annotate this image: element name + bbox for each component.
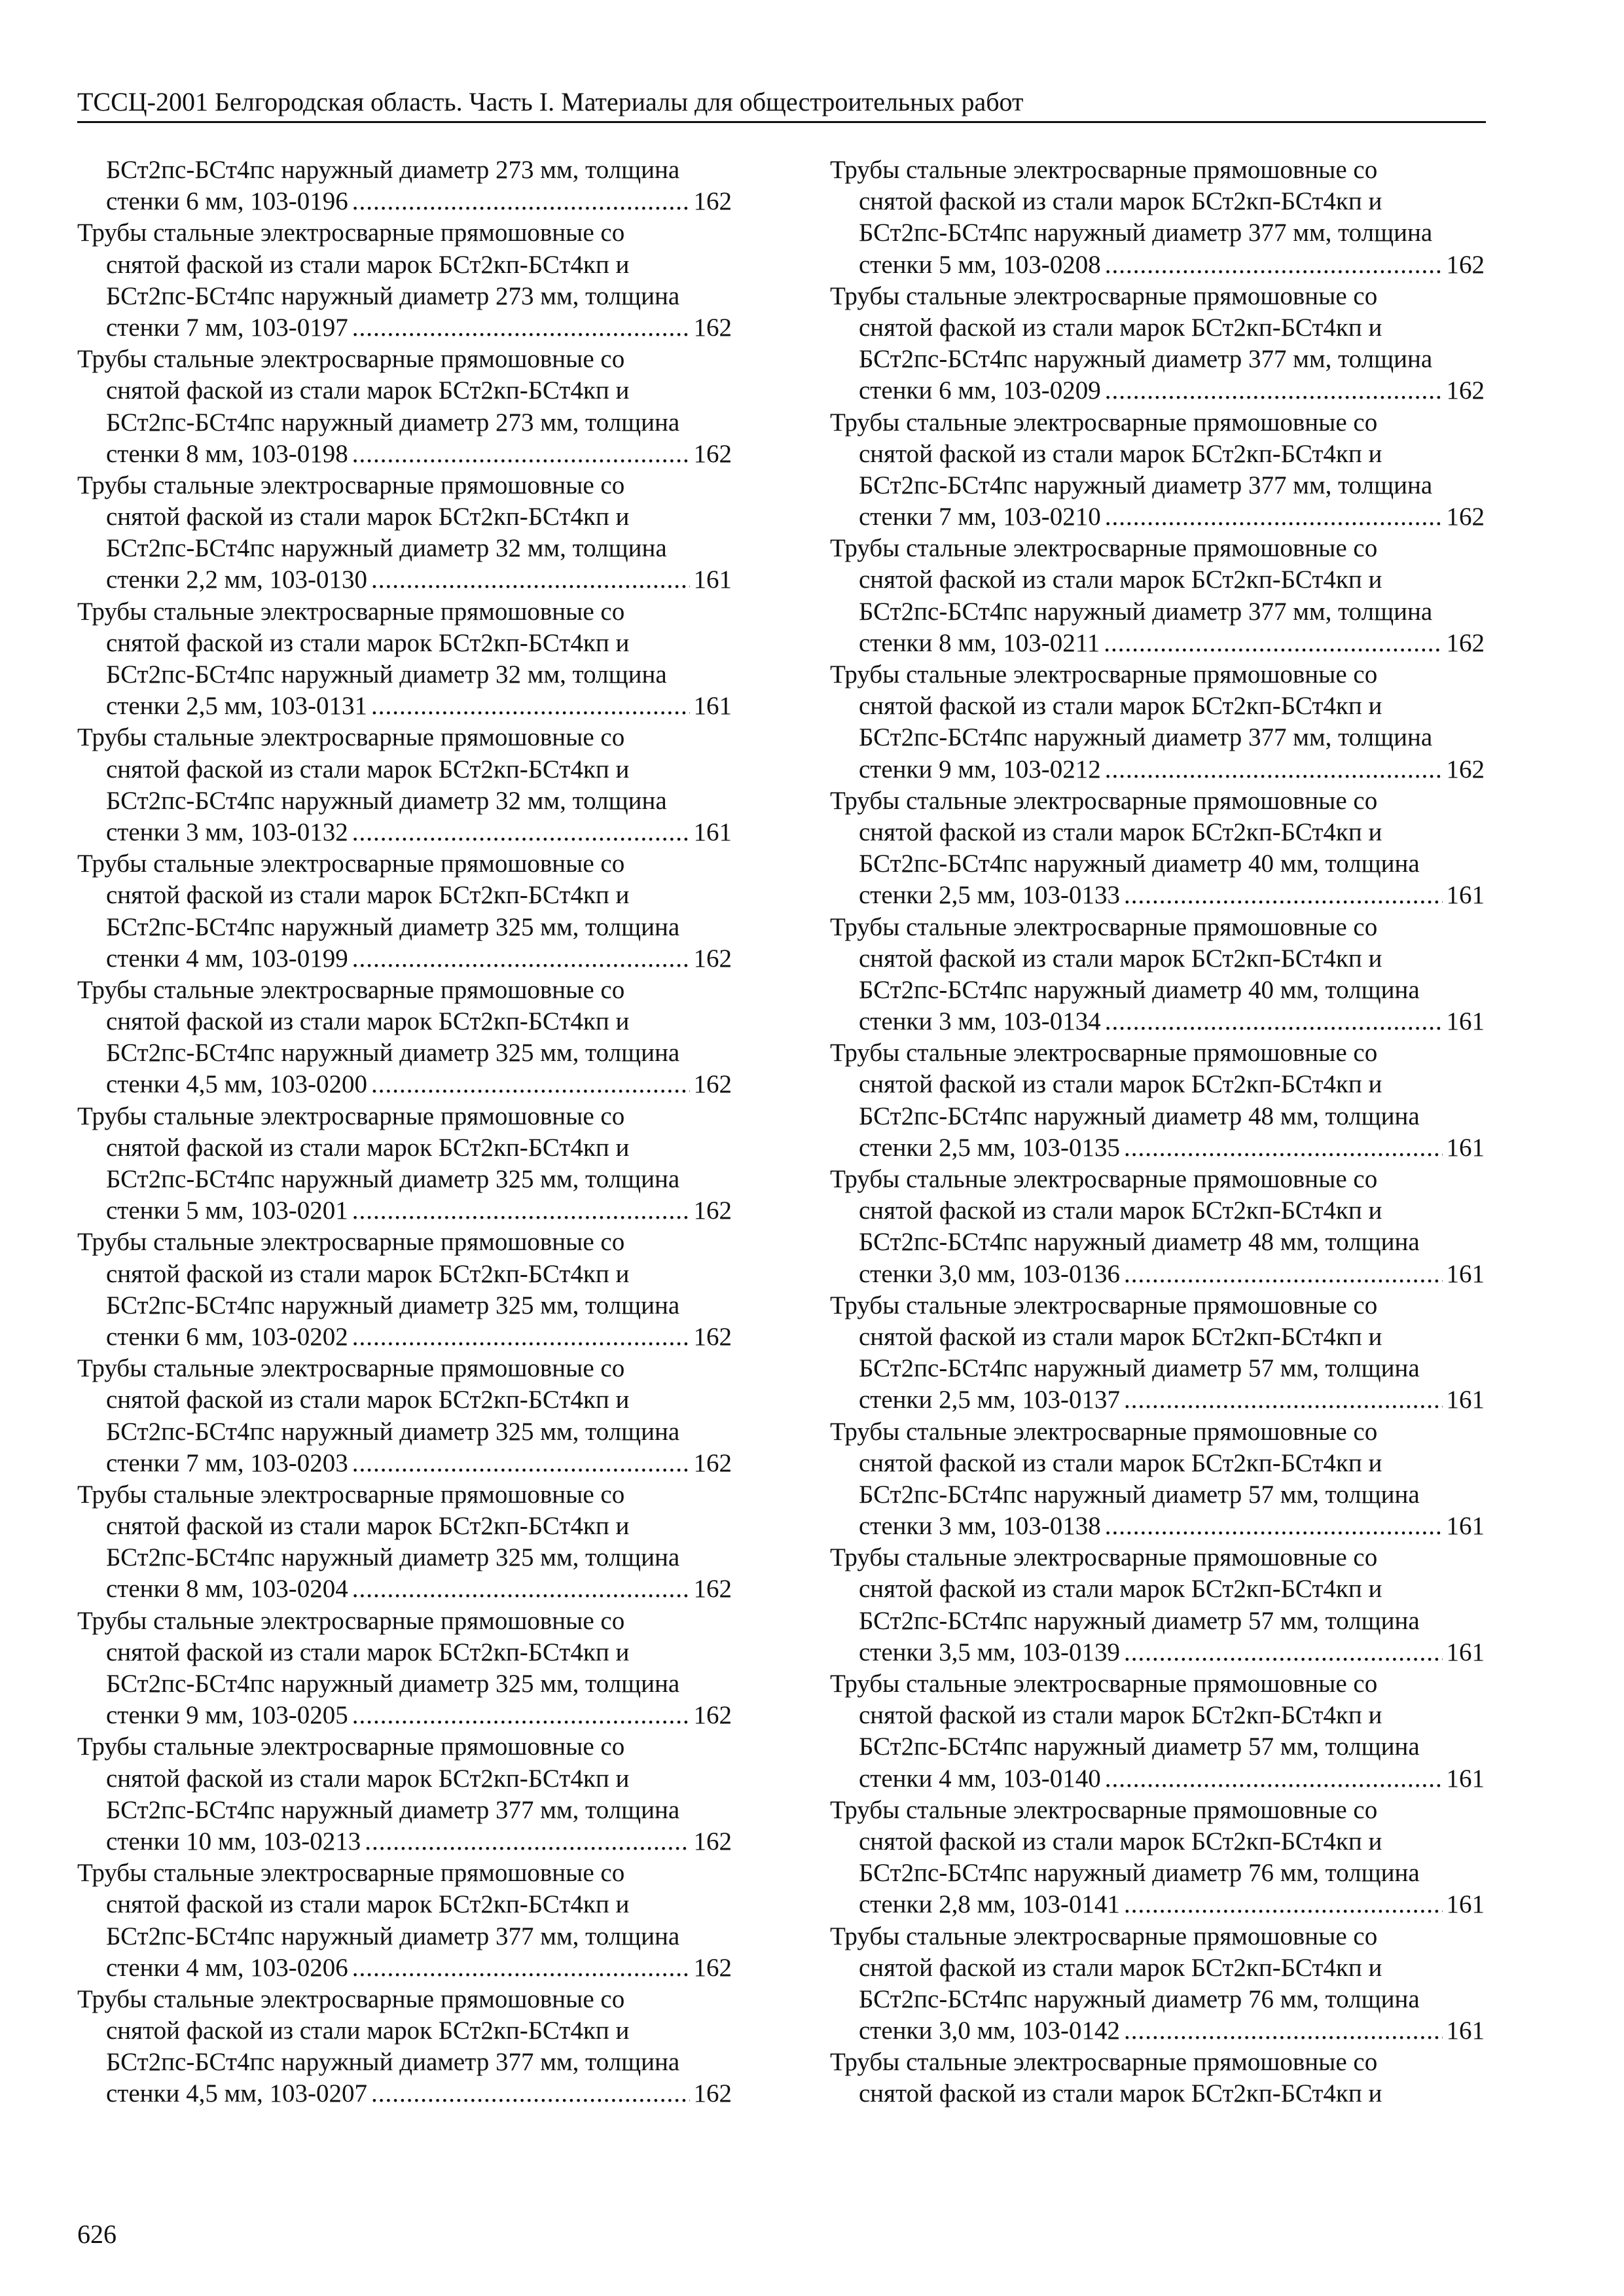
- index-entry-line: снятой фаской из стали марок БСт2кп-БСт4кп и: [859, 439, 1382, 468]
- index-entry-last-line: [77, 1448, 732, 1479]
- dot-leader: [1124, 2015, 1443, 2047]
- index-entry-page: 162: [1446, 755, 1485, 783]
- index-entry-last-line: [77, 1573, 732, 1605]
- index-entry-last-line: [77, 1952, 732, 1984]
- index-entry-line: БСт2пс-БСт4пс наружный диаметр 273 мм, толщина: [106, 156, 680, 184]
- dot-leader: [371, 564, 690, 596]
- index-entry-last-line: [77, 564, 732, 596]
- index-entry: [830, 1921, 1485, 2047]
- index-entry: [830, 533, 1485, 659]
- index-entry: [77, 596, 732, 723]
- index-entry-last-line: [830, 628, 1485, 659]
- index-entry: [830, 1290, 1485, 1416]
- index-entry-last-line: [77, 312, 732, 344]
- index-entry-text: стенки 7 мм, 103-0203: [106, 1448, 348, 1477]
- index-entry-line: снятой фаской из стали марок БСт2кп-БСт4кп и: [859, 1575, 1382, 1604]
- dot-leader: [352, 439, 690, 470]
- index-entry-line: снятой фаской из стали марок БСт2кп-БСт4кп и: [106, 1259, 630, 1288]
- index-entry-line: снятой фаской из стали марок БСт2кп-БСт4кп и: [106, 1133, 630, 1162]
- index-entry-line: снятой фаской из стали марок БСт2кп-БСт4кп и: [106, 1890, 630, 1919]
- dot-leader: [1124, 1132, 1443, 1164]
- dot-leader: [1105, 1511, 1443, 1542]
- index-entry-line: снятой фаской из стали марок БСт2кп-БСт4кп и: [859, 944, 1382, 973]
- dot-leader: [352, 943, 690, 975]
- index-entry-last-line: [77, 1700, 732, 1731]
- dot-leader: [352, 1195, 690, 1227]
- index-entry-last-line: [77, 943, 732, 975]
- index-entry-line: Трубы стальные электросварные прямошовные со: [830, 281, 1378, 310]
- index-entry-last-line: [830, 1637, 1485, 1668]
- index-entry-line: Трубы стальные электросварные прямошовные со: [77, 975, 625, 1004]
- index-entry-text: стенки 3,0 мм, 103-0142: [859, 2017, 1120, 2045]
- index-entry-text: стенки 6 мм, 103-0209: [859, 376, 1101, 405]
- index-entry-page: 162: [693, 1953, 732, 1982]
- index-entry: [830, 785, 1485, 912]
- index-entry-last-line: [77, 2078, 732, 2109]
- index-entry-line: БСт2пс-БСт4пс наружный диаметр 273 мм, толщина: [106, 408, 680, 437]
- index-entry-page: 161: [1446, 1890, 1485, 1919]
- dot-leader: [1105, 501, 1443, 533]
- index-entry-text: стенки 8 мм, 103-0211: [859, 628, 1100, 657]
- index-entry-line: Трубы стальные электросварные прямошовные со: [830, 1039, 1378, 1067]
- index-entry-line: снятой фаской из стали марок БСт2кп-БСт4кп и: [859, 1070, 1382, 1099]
- index-entry-line: снятой фаской из стали марок БСт2кп-БСт4кп и: [859, 565, 1382, 594]
- index-entry-line: снятой фаской из стали марок БСт2кп-БСт4кп и: [859, 187, 1382, 216]
- index-entry-line: БСт2пс-БСт4пс наружный диаметр 377 мм, толщина: [106, 1922, 680, 1950]
- index-entry-line: БСт2пс-БСт4пс наружный диаметр 325 мм, толщина: [106, 1165, 680, 1193]
- index-entry-line: снятой фаской из стали марок БСт2кп-БСт4кп и: [106, 1764, 630, 1793]
- index-entry-line: Трубы стальные электросварные прямошовные со: [830, 1417, 1378, 1446]
- dot-leader: [1105, 249, 1443, 281]
- index-entry-page: 162: [693, 1448, 732, 1477]
- dot-leader: [365, 1826, 689, 1857]
- index-entry-page: 162: [693, 1322, 732, 1351]
- index-entry: [830, 1542, 1485, 1668]
- index-entry-text: стенки 3,0 мм, 103-0136: [859, 1259, 1120, 1288]
- dot-leader: [352, 817, 690, 848]
- dot-leader: [352, 1700, 690, 1731]
- index-entry: [77, 1984, 732, 2110]
- index-entry-line: Трубы стальные электросварные прямошовные со: [830, 1291, 1378, 1319]
- index-entry: [77, 975, 732, 1101]
- index-entry-line: Трубы стальные электросварные прямошовные со: [77, 1984, 625, 2013]
- index-entry-text: стенки 4,5 мм, 103-0207: [106, 2079, 367, 2108]
- index-entry-line: снятой фаской из стали марок БСт2кп-БСт4кп и: [106, 881, 630, 910]
- dot-leader: [1105, 375, 1443, 406]
- index-entry-line: БСт2пс-БСт4пс наружный диаметр 325 мм, толщина: [106, 1670, 680, 1698]
- dot-leader: [1124, 1889, 1443, 1920]
- index-column-left: [77, 154, 732, 2110]
- index-entry-last-line: [77, 1321, 732, 1353]
- index-entry-line: Трубы стальные электросварные прямошовные со: [77, 1606, 625, 1635]
- index-entry: [830, 1164, 1485, 1290]
- index-entry-text: стенки 5 мм, 103-0208: [859, 250, 1101, 279]
- index-entry-text: стенки 10 мм, 103-0213: [106, 1827, 361, 1856]
- dot-leader: [371, 1069, 690, 1100]
- index-entry-line: снятой фаской из стали марок БСт2кп-БСт4кп и: [859, 1953, 1382, 1982]
- index-entry-text: стенки 4 мм, 103-0199: [106, 944, 348, 973]
- index-entry-line: Трубы стальные электросварные прямошовные со: [77, 471, 625, 499]
- index-entry: [77, 154, 732, 217]
- index-entry: [77, 1101, 732, 1227]
- index-entry-page: 161: [1446, 1386, 1485, 1414]
- index-entry-last-line: [77, 1826, 732, 1857]
- page-number: 626: [77, 2219, 117, 2249]
- index-entry-last-line: [77, 186, 732, 217]
- index-entry-line: Трубы стальные электросварные прямошовные со: [830, 534, 1378, 563]
- index-entry-text: стенки 2,5 мм, 103-0133: [859, 881, 1120, 910]
- index-entry-line: БСт2пс-БСт4пс наружный диаметр 76 мм, толщина: [859, 1859, 1420, 1888]
- dot-leader: [1105, 1006, 1443, 1037]
- index-entry-line: Трубы стальные электросварные прямошовные со: [77, 1859, 625, 1888]
- index-entry-line: БСт2пс-БСт4пс наружный диаметр 57 мм, толщина: [859, 1480, 1420, 1509]
- index-entry-page: 161: [693, 817, 732, 846]
- dot-leader: [352, 1573, 690, 1605]
- index-entry-line: БСт2пс-БСт4пс наружный диаметр 325 мм, толщина: [106, 912, 680, 941]
- dot-leader: [352, 1952, 690, 1984]
- index-entry-text: стенки 3 мм, 103-0138: [859, 1512, 1101, 1541]
- index-entry-line: снятой фаской из стали марок БСт2кп-БСт4кп и: [106, 1638, 630, 1666]
- index-entry-line: снятой фаской из стали марок БСт2кп-БСт4кп и: [106, 250, 630, 279]
- index-entry-text: стенки 7 мм, 103-0210: [859, 503, 1101, 531]
- index-entry: [77, 344, 732, 470]
- index-entry-line: Трубы стальные электросварные прямошовные со: [830, 1922, 1378, 1950]
- index-entry-text: стенки 5 мм, 103-0201: [106, 1196, 348, 1225]
- index-entry-page: 162: [693, 1827, 732, 1856]
- index-entry-page: 162: [693, 1575, 732, 1604]
- index-entry-line: БСт2пс-БСт4пс наружный диаметр 32 мм, толщина: [106, 534, 667, 563]
- index-entry-line: БСт2пс-БСт4пс наружный диаметр 76 мм, толщина: [859, 1984, 1420, 2013]
- index-entry: [830, 2047, 1485, 2109]
- index-entry-line: БСт2пс-БСт4пс наружный диаметр 325 мм, толщина: [106, 1417, 680, 1446]
- index-entry: [830, 1795, 1485, 1921]
- index-entry-line: Трубы стальные электросварные прямошовные со: [830, 1795, 1378, 1824]
- index-entry: [830, 154, 1485, 281]
- index-entry-page: 162: [693, 1070, 732, 1099]
- index-entry-last-line: [830, 1889, 1485, 1920]
- index-entry-text: стенки 6 мм, 103-0196: [106, 187, 348, 216]
- index-entry: [830, 1037, 1485, 1164]
- index-entry-line: БСт2пс-БСт4пс наружный диаметр 377 мм, толщина: [106, 2048, 680, 2077]
- header-rule: [77, 121, 1486, 123]
- index-entry: [830, 1668, 1485, 1795]
- index-entry-last-line: [77, 439, 732, 470]
- index-entry-line: Трубы стальные электросварные прямошовные со: [830, 408, 1378, 437]
- index-entry-line: снятой фаской из стали марок БСт2кп-БСт4кп и: [106, 503, 630, 531]
- index-entry-line: снятой фаской из стали марок БСт2кп-БСт4кп и: [106, 1386, 630, 1414]
- index-entry-line: Трубы стальные электросварные прямошовные со: [830, 912, 1378, 941]
- index-entry: [77, 848, 732, 975]
- index-entry-text: стенки 8 мм, 103-0204: [106, 1575, 348, 1604]
- index-entry-line: снятой фаской из стали марок БСт2кп-БСт4кп и: [106, 376, 630, 405]
- dot-leader: [1124, 880, 1443, 911]
- index-entry-line: Трубы стальные электросварные прямошовные со: [77, 345, 625, 374]
- index-entry-page: 162: [693, 1196, 732, 1225]
- index-entry-line: снятой фаской из стали марок БСт2кп-БСт4кп и: [859, 692, 1382, 721]
- index-entry: [77, 722, 732, 848]
- index-entry-line: Трубы стальные электросварные прямошовные со: [77, 219, 625, 247]
- index-entry: [77, 1353, 732, 1479]
- index-entry-line: БСт2пс-БСт4пс наружный диаметр 377 мм, толщина: [859, 723, 1433, 752]
- index-entry-text: стенки 2,2 мм, 103-0130: [106, 565, 367, 594]
- index-entry-text: стенки 9 мм, 103-0205: [106, 1701, 348, 1730]
- dot-leader: [371, 691, 690, 722]
- dot-leader: [1124, 1637, 1443, 1668]
- index-entry-page: 161: [693, 692, 732, 721]
- index-entry-page: 161: [1446, 1638, 1485, 1666]
- index-entry-line: БСт2пс-БСт4пс наружный диаметр 32 мм, толщина: [106, 786, 667, 815]
- index-entry: [77, 217, 732, 344]
- index-entry-line: снятой фаской из стали марок БСт2кп-БСт4кп и: [106, 628, 630, 657]
- index-entry-line: Трубы стальные электросварные прямошовные со: [830, 1165, 1378, 1193]
- index-entry-line: БСт2пс-БСт4пс наружный диаметр 377 мм, толщина: [859, 219, 1433, 247]
- index-entry-page: 162: [1446, 503, 1485, 531]
- index-entry-line: снятой фаской из стали марок БСт2кп-БСт4кп и: [859, 1827, 1382, 1856]
- index-entry-last-line: [77, 817, 732, 848]
- index-entry-line: Трубы стальные электросварные прямошовные со: [77, 1102, 625, 1130]
- index-entry-line: Трубы стальные электросварные прямошовные со: [77, 1732, 625, 1761]
- index-entry-line: Трубы стальные электросварные прямошовные со: [77, 1480, 625, 1509]
- index-entry-last-line: [830, 1763, 1485, 1795]
- index-entry-line: БСт2пс-БСт4пс наружный диаметр 325 мм, толщина: [106, 1543, 680, 1572]
- index-entry-line: БСт2пс-БСт4пс наружный диаметр 273 мм, толщина: [106, 281, 680, 310]
- index-entry-page: 162: [693, 1701, 732, 1730]
- index-entry-line: Трубы стальные электросварные прямошовные со: [830, 2048, 1378, 2077]
- index-entry-last-line: [77, 1195, 732, 1227]
- index-entry-line: БСт2пс-БСт4пс наружный диаметр 57 мм, толщина: [859, 1606, 1420, 1635]
- index-entry-line: БСт2пс-БСт4пс наружный диаметр 48 мм, толщина: [859, 1228, 1420, 1257]
- dot-leader: [352, 186, 690, 217]
- index-entry-page: 161: [1446, 1764, 1485, 1793]
- index-entry-last-line: [830, 1384, 1485, 1416]
- dot-leader: [1124, 1384, 1443, 1416]
- index-entry-line: БСт2пс-БСт4пс наружный диаметр 325 мм, толщина: [106, 1039, 680, 1067]
- index-entry-line: БСт2пс-БСт4пс наружный диаметр 32 мм, толщина: [106, 660, 667, 689]
- index-entry: [77, 1479, 732, 1605]
- index-entry-text: стенки 4,5 мм, 103-0200: [106, 1070, 367, 1099]
- index-entry-last-line: [830, 1511, 1485, 1542]
- index-entry-last-line: [830, 2015, 1485, 2047]
- index-entry-line: Трубы стальные электросварные прямошовные со: [830, 786, 1378, 815]
- index-entry: [830, 912, 1485, 1038]
- index-entry-line: БСт2пс-БСт4пс наружный диаметр 40 мм, толщина: [859, 975, 1420, 1004]
- dot-leader: [352, 1321, 690, 1353]
- index-entry-page: 162: [1446, 628, 1485, 657]
- page-header: [77, 84, 1486, 120]
- index-entry-text: стенки 3,5 мм, 103-0139: [859, 1638, 1120, 1666]
- index-entry-text: стенки 8 мм, 103-0198: [106, 439, 348, 468]
- index-entry-line: снятой фаской из стали марок БСт2кп-БСт4кп и: [106, 1512, 630, 1541]
- index-entry-page: 161: [1446, 881, 1485, 910]
- index-entry-line: снятой фаской из стали марок БСт2кп-БСт4кп и: [859, 1322, 1382, 1351]
- index-entry-text: стенки 4 мм, 103-0140: [859, 1764, 1101, 1793]
- dot-leader: [352, 1448, 690, 1479]
- index-entry-page: 162: [1446, 250, 1485, 279]
- index-entry: [830, 407, 1485, 533]
- index-entry-line: Трубы стальные электросварные прямошовные со: [77, 597, 625, 626]
- index-entry-text: стенки 2,5 мм, 103-0135: [859, 1133, 1120, 1162]
- index-entry-line: снятой фаской из стали марок БСт2кп-БСт4кп и: [859, 817, 1382, 846]
- index-entry-page: 161: [1446, 1007, 1485, 1036]
- index-entry-last-line: [830, 375, 1485, 406]
- index-entry: [77, 1731, 732, 1857]
- index-entry-line: снятой фаской из стали марок БСт2кп-БСт4кп и: [859, 1196, 1382, 1225]
- index-entry-line: снятой фаской из стали марок БСт2кп-БСт4кп и: [106, 2017, 630, 2045]
- index-entry-line: Трубы стальные электросварные прямошовные со: [830, 156, 1378, 184]
- index-entry-text: стенки 2,8 мм, 103-0141: [859, 1890, 1120, 1919]
- index-entry-line: Трубы стальные электросварные прямошовные со: [830, 660, 1378, 689]
- dot-leader: [1124, 1259, 1443, 1290]
- index-entry-line: БСт2пс-БСт4пс наружный диаметр 57 мм, толщина: [859, 1354, 1420, 1383]
- index-entry-last-line: [830, 1132, 1485, 1164]
- index-entry-text: стенки 9 мм, 103-0212: [859, 755, 1101, 783]
- index-entry-line: БСт2пс-БСт4пс наружный диаметр 377 мм, толщина: [859, 471, 1433, 499]
- index-entry-page: 162: [693, 944, 732, 973]
- index-entry-line: Трубы стальные электросварные прямошовные со: [77, 1228, 625, 1257]
- index-entry-last-line: [830, 880, 1485, 911]
- index-entry: [77, 470, 732, 596]
- index-entry-page: 162: [693, 439, 732, 468]
- index-entry-text: стенки 2,5 мм, 103-0137: [859, 1386, 1120, 1414]
- index-entry: [77, 1227, 732, 1353]
- index-entry: [77, 1605, 732, 1732]
- index-entry-line: БСт2пс-БСт4пс наружный диаметр 377 мм, толщина: [106, 1795, 680, 1824]
- index-entry-last-line: [830, 1259, 1485, 1290]
- index-entry-line: БСт2пс-БСт4пс наружный диаметр 57 мм, толщина: [859, 1732, 1420, 1761]
- index-column-right: [830, 154, 1485, 2110]
- index-entry-last-line: [830, 249, 1485, 281]
- index-entry-line: снятой фаской из стали марок БСт2кп-БСт4кп и: [859, 313, 1382, 342]
- index-entry-line: снятой фаской из стали марок БСт2кп-БСт4кп и: [106, 1007, 630, 1036]
- index-entry-line: БСт2пс-БСт4пс наружный диаметр 325 мм, толщина: [106, 1291, 680, 1319]
- index-entry-text: стенки 3 мм, 103-0134: [859, 1007, 1101, 1036]
- index-entry-line: Трубы стальные электросварные прямошовные со: [77, 723, 625, 752]
- index-entry-line: снятой фаской из стали марок БСт2кп-БСт4кп и: [106, 755, 630, 783]
- index-entry: [830, 659, 1485, 785]
- index-entry-line: снятой фаской из стали марок БСт2кп-БСт4кп и: [859, 1448, 1382, 1477]
- index-entry-page: 161: [1446, 1259, 1485, 1288]
- index-entry-page: 162: [1446, 376, 1485, 405]
- dot-leader: [371, 2078, 690, 2109]
- index-entry-page: 161: [1446, 1512, 1485, 1541]
- index-entry-line: БСт2пс-БСт4пс наружный диаметр 48 мм, толщина: [859, 1102, 1420, 1130]
- index-entry-page: 162: [693, 313, 732, 342]
- index-entry-line: БСт2пс-БСт4пс наружный диаметр 40 мм, толщина: [859, 850, 1420, 878]
- index-entry-line: снятой фаской из стали марок БСт2кп-БСт4кп и: [859, 1701, 1382, 1730]
- index-entry-text: стенки 2,5 мм, 103-0131: [106, 692, 367, 721]
- index-entry-text: стенки 6 мм, 103-0202: [106, 1322, 348, 1351]
- index-entry-last-line: [830, 754, 1485, 785]
- index-entry-text: стенки 4 мм, 103-0206: [106, 1953, 348, 1982]
- index-entry-text: стенки 3 мм, 103-0132: [106, 817, 348, 846]
- index-entry-line: Трубы стальные электросварные прямошовные со: [830, 1543, 1378, 1572]
- dot-leader: [1105, 754, 1443, 785]
- index-entry-text: стенки 7 мм, 103-0197: [106, 313, 348, 342]
- index-entry-line: Трубы стальные электросварные прямошовные со: [77, 1354, 625, 1383]
- index-entry: [77, 1857, 732, 1984]
- index-entry-last-line: [77, 1069, 732, 1100]
- index-entry-line: Трубы стальные электросварные прямошовные со: [77, 850, 625, 878]
- index-entry-page: 162: [693, 187, 732, 216]
- index-entry-line: БСт2пс-БСт4пс наружный диаметр 377 мм, толщина: [859, 345, 1433, 374]
- dot-leader: [1104, 628, 1442, 659]
- index-entry-page: 161: [1446, 2017, 1485, 2045]
- index-entry-page: 162: [693, 2079, 732, 2108]
- index-entry: [830, 281, 1485, 407]
- dot-leader: [352, 312, 690, 344]
- index-entry-line: БСт2пс-БСт4пс наружный диаметр 377 мм, толщина: [859, 597, 1433, 626]
- header-title: ТССЦ-2001 Белгородская область. Часть I. Материалы для общестроительных работ: [77, 87, 1024, 117]
- index-entry-page: 161: [693, 565, 732, 594]
- index-entry-line: снятой фаской из стали марок БСт2кп-БСт4кп и: [859, 2079, 1382, 2108]
- index-entry-line: Трубы стальные электросварные прямошовные со: [830, 1670, 1378, 1698]
- index-entry-last-line: [77, 691, 732, 722]
- index-entry: [830, 1416, 1485, 1543]
- index-entry-page: 161: [1446, 1133, 1485, 1162]
- index-entry-last-line: [830, 1006, 1485, 1037]
- dot-leader: [1105, 1763, 1443, 1795]
- index-entry-last-line: [830, 501, 1485, 533]
